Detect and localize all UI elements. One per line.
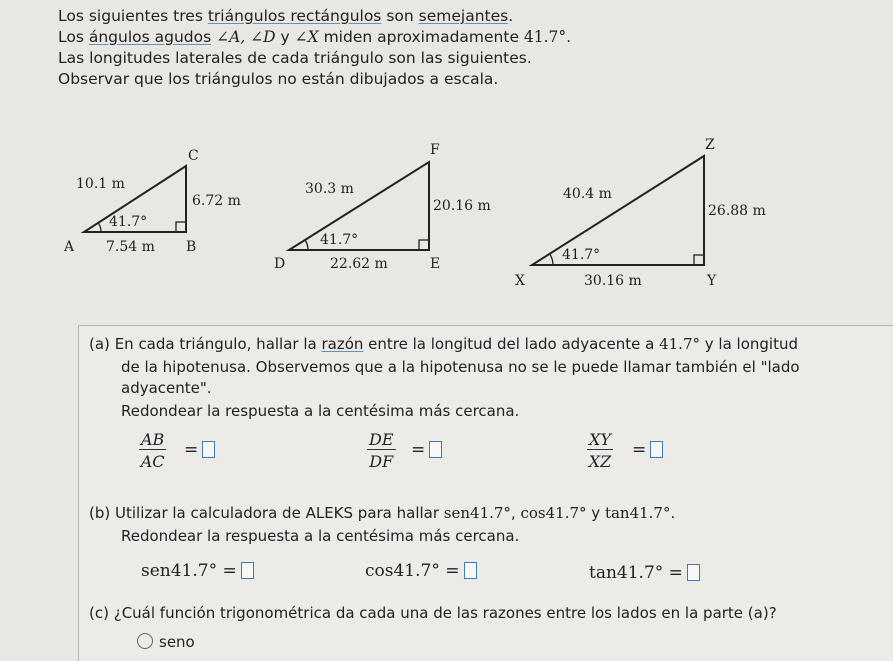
vertex-d: D — [274, 256, 286, 272]
angle-x-label: 41.7° — [562, 247, 601, 263]
side-xy: 30.16 m — [584, 273, 642, 289]
part-b-line-1 — [89, 504, 675, 522]
part-a-text: entre la longitud del lado adyacente a — [363, 335, 660, 353]
part-c-question: ¿Cuál función trigonométrica da cada una de las razones entre los lados en la parte (a)? — [113, 604, 777, 622]
intro-line-4: Observar que los triángulos no están dibujados a escala. — [58, 70, 499, 88]
part-b-text: y — [586, 504, 605, 522]
hypotenuse-ac: 10.1 m — [76, 176, 125, 192]
vertex-c: C — [188, 148, 199, 164]
side-yz: 26.88 m — [708, 203, 766, 219]
link-acute-angles[interactable]: ángulos agudos — [88, 28, 212, 46]
fraction-denominator: DF — [369, 452, 394, 471]
part-b-line-2: Redondear la respuesta a la centésima más cercana. — [121, 527, 520, 545]
intro-text: Los — [58, 28, 89, 46]
fraction-ab-ac — [139, 430, 166, 471]
intro-text: . — [566, 28, 572, 46]
part-b-text: , — [510, 504, 521, 522]
equation-tan: tan41.7° = — [589, 563, 700, 583]
fraction-numerator: XY — [589, 430, 611, 449]
part-b-text: Utilizar la calculadora de ALEKS para hallar — [115, 504, 444, 522]
option-seno[interactable] — [137, 633, 195, 651]
answer-box-de-df[interactable] — [429, 441, 442, 458]
answer-box-ab-ac[interactable] — [202, 441, 215, 458]
vertex-f: F — [430, 142, 440, 158]
part-b-label: (b) — [89, 504, 111, 522]
answer-box-tan[interactable] — [687, 564, 700, 581]
side-bc: 6.72 m — [192, 193, 241, 209]
vertex-y: Y — [707, 273, 717, 289]
hypotenuse-df: 30.3 m — [305, 181, 354, 197]
vertex-a: A — [64, 239, 75, 255]
side-de: 22.62 m — [330, 256, 388, 272]
answer-ab-ac: = — [184, 440, 215, 460]
equation-sen: sen41.7° = — [141, 561, 254, 581]
angle-x: ∠X — [294, 28, 319, 46]
fraction-numerator: AB — [141, 430, 165, 449]
cos-label: cos41.7° — [365, 561, 440, 581]
intro-text: y — [275, 28, 295, 46]
question-panel — [78, 325, 893, 661]
triangle-xyz — [515, 137, 766, 289]
fraction-denominator: AC — [140, 452, 165, 471]
hypotenuse-xz: 40.4 m — [563, 186, 612, 202]
tan-label: tan41.7° — [589, 563, 664, 583]
angle-value: 41.7° — [523, 28, 567, 46]
tan-expression: tan41.7° — [604, 504, 671, 522]
answer-box-xy-xz[interactable] — [650, 441, 663, 458]
answer-xy-xz: = — [632, 440, 663, 460]
answer-de-df: = — [411, 440, 442, 460]
angle-a-label: 41.7° — [109, 214, 148, 230]
fraction-denominator: XZ — [588, 452, 612, 471]
intro-text: Los siguientes tres — [58, 7, 208, 25]
intro-text: miden aproximadamente — [318, 28, 524, 46]
part-c-label: (c) — [89, 604, 109, 622]
angles-a-d: ∠A, ∠D — [216, 28, 276, 46]
side-ab: 7.54 m — [106, 239, 155, 255]
vertex-x: X — [515, 273, 525, 289]
vertex-b: B — [186, 239, 197, 255]
sen-label: sen41.7° — [141, 561, 218, 581]
vertex-z: Z — [705, 137, 715, 153]
answer-box-sen[interactable] — [241, 562, 254, 579]
part-a-line-3: adyacente". — [121, 379, 212, 397]
fraction-de-df — [367, 430, 396, 471]
part-a-angle: 41.7° — [659, 335, 700, 353]
intro-text: . — [508, 7, 514, 25]
fraction-numerator: DE — [369, 430, 394, 449]
part-a-line-4: Redondear la respuesta a la centésima más cercana. — [121, 402, 520, 420]
part-b-text: . — [670, 504, 676, 522]
equation-cos: cos41.7° = — [365, 561, 477, 581]
cos-expression: cos41.7° — [520, 504, 587, 522]
intro-text: son — [381, 7, 419, 25]
part-a-label: (a) — [89, 335, 110, 353]
vertex-e: E — [430, 256, 441, 272]
link-similar[interactable]: semejantes — [418, 7, 509, 25]
part-a-text: En cada triángulo, hallar la — [114, 335, 322, 353]
part-a-text: y la longitud — [700, 335, 798, 353]
link-right-triangles[interactable]: triángulos rectángulos — [207, 7, 382, 25]
part-a-line-1 — [89, 335, 798, 353]
intro-line-3: Las longitudes laterales de cada triángulo son las siguientes. — [58, 49, 532, 67]
radio-seno[interactable] — [137, 633, 153, 649]
part-a-line-2: de la hipotenusa. Observemos que a la hipotenusa no se le puede llamar también el "lado — [121, 358, 800, 376]
triangle-figures — [0, 0, 893, 325]
answer-box-cos[interactable] — [464, 562, 477, 579]
angle-d-label: 41.7° — [320, 232, 359, 248]
side-ef: 20.16 m — [433, 198, 491, 214]
part-c-line-1 — [89, 604, 777, 622]
fraction-xy-xz — [587, 430, 613, 471]
triangle-def — [274, 142, 491, 272]
option-seno-label: seno — [159, 633, 195, 651]
triangle-abc — [63, 148, 241, 255]
link-ratio[interactable]: razón — [321, 335, 364, 353]
sen-expression: sen41.7° — [443, 504, 511, 522]
